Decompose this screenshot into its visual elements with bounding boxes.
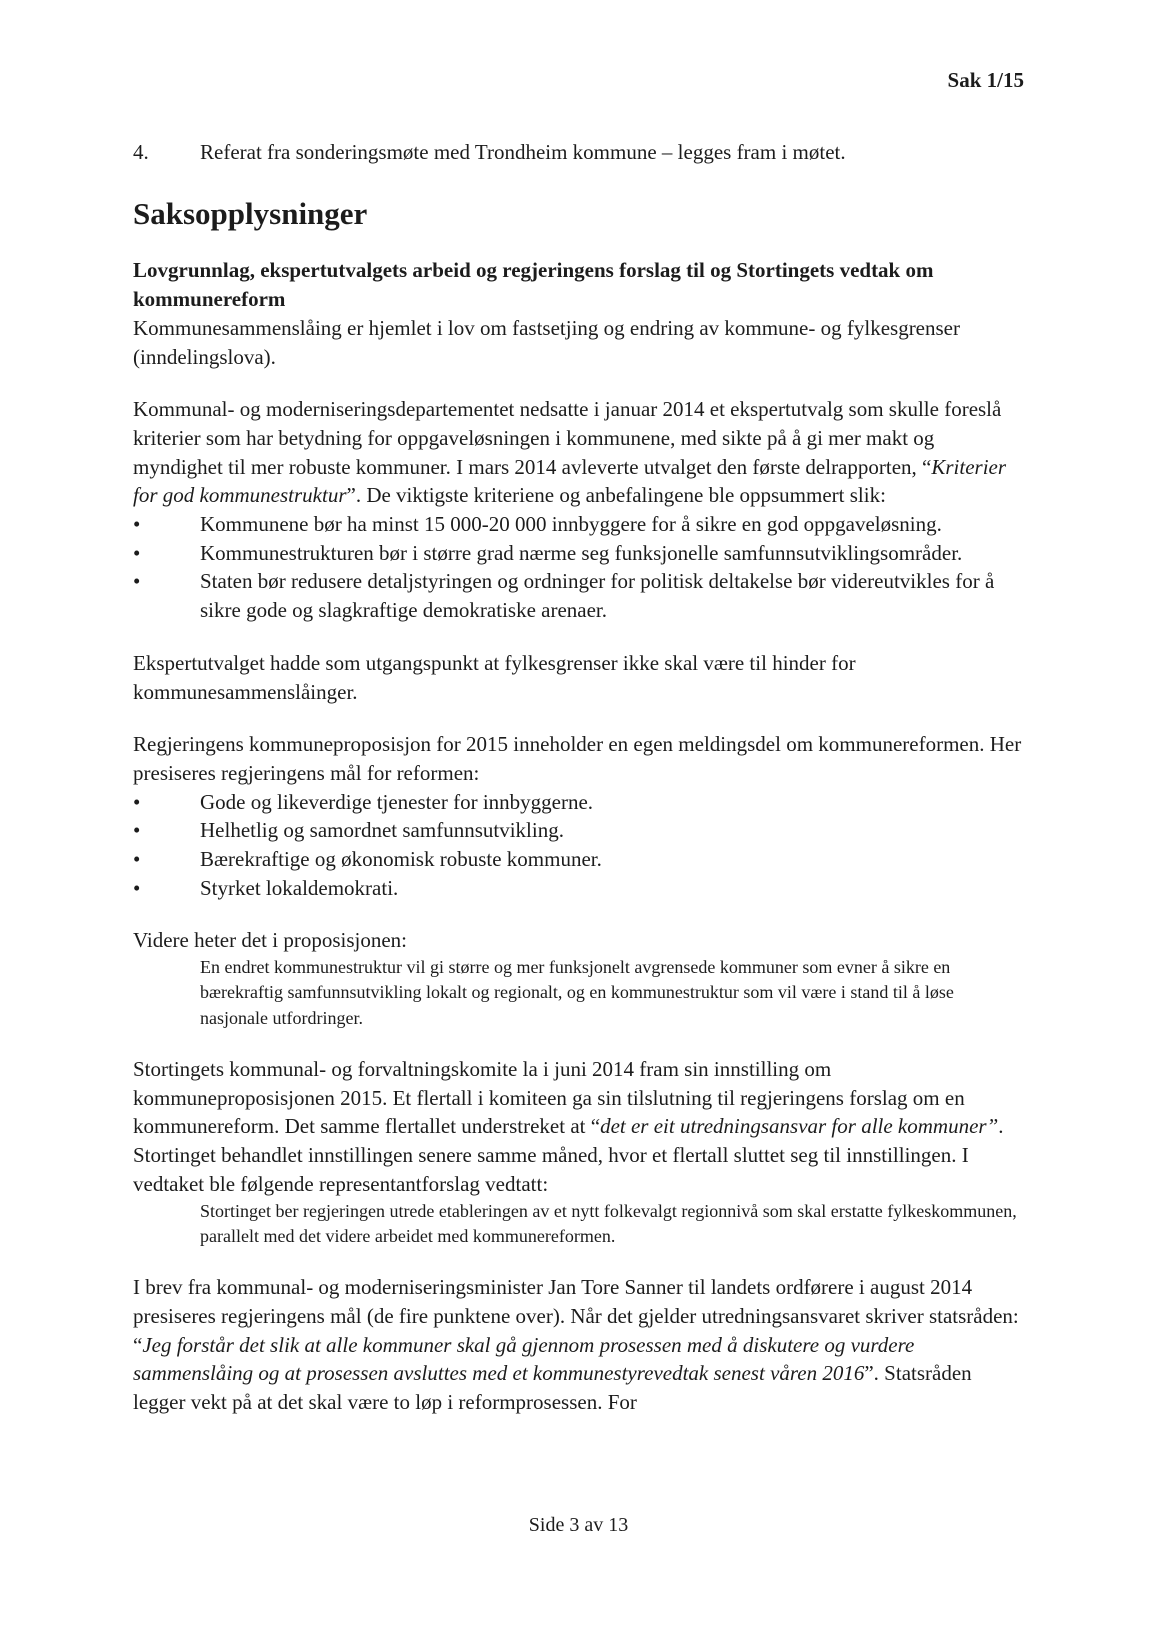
bullet-icon: • bbox=[133, 569, 141, 594]
agenda-item-4 bbox=[133, 138, 1024, 167]
bullet-icon: • bbox=[133, 540, 141, 565]
list-item-text: Kommunestrukturen bør i større grad nærme seg funksjonelle samfunnsutviklingsområder. bbox=[200, 540, 963, 565]
list-item bbox=[133, 567, 1024, 624]
criteria-list bbox=[133, 510, 1024, 625]
paragraph-government-proposition: Regjeringens kommuneproposisjon for 2015 inneholder en egen meldingsdel om kommunereformen. Her presiseres regjeringens mål for reformen: bbox=[133, 732, 1022, 785]
paragraph-county-borders: Ekspertutvalget hadde som utgangspunkt at fylkesgrenser ikke skal være til hinder for kommunesammenslåinger. bbox=[133, 650, 856, 704]
subsection-heading: Lovgrunnlag, ekspertutvalgets arbeid og regjeringens forslag til og Stortingets vedtak om kommunereform bbox=[133, 258, 934, 312]
bullet-icon: • bbox=[133, 847, 141, 872]
list-item bbox=[133, 539, 1024, 568]
list-item-text: Bærekraftige og økonomisk robuste kommuner. bbox=[200, 847, 602, 872]
section-heading: Saksopplysninger bbox=[133, 196, 368, 232]
list-item bbox=[133, 816, 1024, 845]
italic-report-title: Kriterier for god kommunestruktur bbox=[133, 454, 1007, 508]
list-item bbox=[133, 874, 1024, 903]
resolution-blockquote: Stortinget ber regjeringen utrede etableringen av et nytt folkevalgt regionnivå som skal erstatte fylkeskommunen, parallelt med det videre arbeidet med kommunereformen. bbox=[200, 1200, 1017, 1246]
bullet-icon: • bbox=[133, 875, 141, 900]
list-item bbox=[133, 510, 1024, 539]
bullet-icon: • bbox=[133, 789, 141, 814]
list-item-text: Staten bør redusere detaljstyringen og ordninger for politisk deltakelse bør videreutvikles for å sikre gode og slagkraftige demokratiske arenaer. bbox=[200, 569, 995, 623]
list-item-text: Kommunene bør ha minst 15 000-20 000 innbyggere for å sikre en god oppgaveløsning. bbox=[200, 512, 942, 537]
text-run: Kommunal- og moderniseringsdepartementet nedsatte i januar 2014 et ekspertutvalg som skulle foreslå kriterier som har betydning for oppgaveløsningen i kommunene, med sikte på å gi mer makt og myndighet til mer robuste kommuner. I mars 2014 avleverte utvalget den første delrapporten, “ bbox=[133, 397, 1002, 479]
list-item-text: Gode og likeverdige tjenester for innbyggerne. bbox=[200, 789, 594, 814]
agenda-item-text: Referat fra sonderingsmøte med Trondheim kommune – legges fram i møtet. bbox=[200, 139, 846, 164]
text-run: I brev fra kommunal- og moderniseringsminister Jan Tore Sanner til landets ordførere i august 2014 presiseres regjeringens mål (de fire punktene over). Når det gjelder utredningsansvaret skriver statsråden: “ bbox=[133, 1275, 1019, 1357]
text-run: Stortingets kommunal- og forvaltningskomite la i juni 2014 fram sin innstilling om kommuneproposisjonen 2015. Et flertall i komiteen ga sin tilslutning til regjeringens forslag om en kommunereform. Det samme flertallet understreket at “ bbox=[133, 1057, 965, 1139]
paragraph-minister-letter bbox=[133, 1273, 1024, 1417]
paragraph-legal-basis: Kommunesammenslåing er hjemlet i lov om fastsetjing og endring av kommune- og fylkesgrenser (inndelingslova). bbox=[133, 315, 960, 369]
list-item-text: Styrket lokaldemokrati. bbox=[200, 875, 399, 900]
page-footer bbox=[133, 1512, 1024, 1539]
text-run: . Stortinget behandlet innstillingen senere samme måned, hvor et flertall sluttet seg til innstillingen. I vedtaket ble følgende representantforslag vedtatt: bbox=[133, 1114, 1004, 1196]
legal-basis-block bbox=[133, 256, 1024, 371]
bullet-icon: • bbox=[133, 818, 141, 843]
document-header bbox=[133, 66, 1024, 95]
reform-goals-list bbox=[133, 788, 1024, 903]
list-item bbox=[133, 845, 1024, 874]
paragraph-parliament-committee bbox=[133, 1055, 1024, 1199]
list-item bbox=[133, 788, 1024, 817]
proposition-blockquote: En endret kommunestruktur vil gi større og mer funksjonelt avgrensede kommuner som evner å sikre en bærekraftig samfunnsutvikling lokalt og regionalt, og en kommunestruktur som vil være i stand til å løse nasjonale utfordringer. bbox=[200, 957, 954, 1028]
agenda-item-number: 4. bbox=[133, 139, 149, 164]
case-reference: Sak 1/15 bbox=[947, 68, 1024, 92]
text-run: ”. Statsråden legger vekt på at det skal være to løp i reformprosessen. For bbox=[133, 1361, 972, 1414]
paragraph-expert-committee bbox=[133, 395, 1024, 510]
bullet-icon: • bbox=[133, 512, 141, 537]
list-item-text: Helhetlig og samordnet samfunnsutvikling. bbox=[200, 818, 564, 843]
italic-quote: det er eit utredningsansvar for alle kommuner” bbox=[600, 1114, 999, 1139]
page-number-indicator: Side 3 av 13 bbox=[528, 1514, 629, 1536]
text-run: ”. De viktigste kriteriene og anbefalingene ble oppsummert slik: bbox=[346, 483, 886, 508]
italic-minister-quote: Jeg forstår det slik at alle kommuner skal gå gjennom prosessen med å diskutere og vurdere sammenslåing og at prosessen avsluttes med et kommunestyrevedtak senest våren 2016 bbox=[133, 1332, 915, 1386]
paragraph-proposition-intro: Videre heter det i proposisjonen: bbox=[133, 928, 407, 953]
